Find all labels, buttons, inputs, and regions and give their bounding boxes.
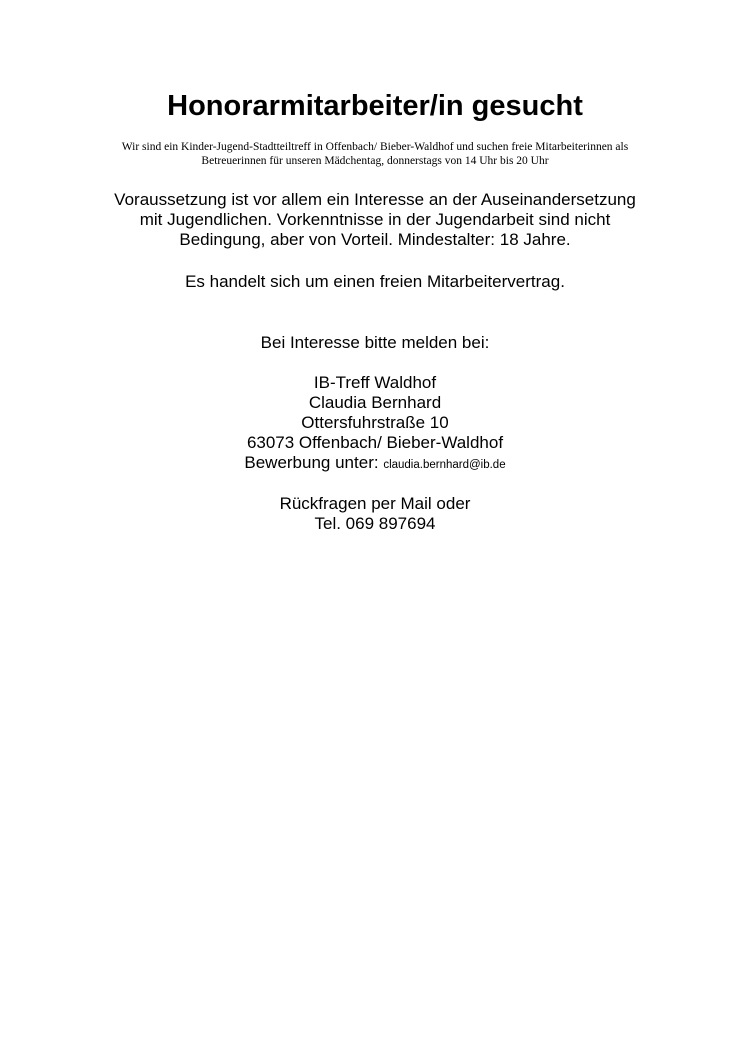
- contact-organization: IB-Treff Waldhof: [313, 373, 437, 392]
- intro-line: Betreuerinnen für unseren Mädchentag, donnerstags von 14 Uhr bis 20 Uhr: [201, 155, 549, 167]
- requirements-line: Voraussetzung ist vor allem ein Interesse an der Auseinandersetzung: [114, 190, 636, 209]
- application-line: [0, 453, 750, 475]
- requirements-paragraph: [0, 190, 750, 250]
- questions-line: Rückfragen per Mail oder: [279, 494, 471, 513]
- intro-line: Wir sind ein Kinder-Jugend-Stadtteiltreff in Offenbach/ Bieber-Waldhof und suchen freie Mitarbeiterinnen als: [121, 141, 629, 153]
- contact-person: Claudia Bernhard: [308, 393, 442, 412]
- questions-paragraph: [0, 494, 750, 534]
- contact-city: 63073 Offenbach/ Bieber-Waldhof: [246, 433, 504, 452]
- contact-address: [0, 373, 750, 475]
- questions-line: Tel. 069 897694: [314, 514, 436, 533]
- page-title: Honorarmitarbeiter/in gesucht: [167, 90, 583, 122]
- contract-note: Es handelt sich um einen freien Mitarbeitervertrag.: [185, 272, 565, 291]
- application-label: Bewerbung unter:: [244, 453, 379, 472]
- requirements-line: Bedingung, aber von Vorteil. Mindestalter: 18 Jahre.: [179, 230, 571, 249]
- interest-note: Bei Interesse bitte melden bei:: [260, 333, 490, 352]
- contact-street: Ottersfuhrstraße 10: [301, 413, 449, 432]
- intro-paragraph: [60, 140, 690, 168]
- contact-email: claudia.bernhard@ib.de: [383, 459, 506, 471]
- requirements-line: mit Jugendlichen. Vorkenntnisse in der Jugendarbeit sind nicht: [139, 210, 611, 229]
